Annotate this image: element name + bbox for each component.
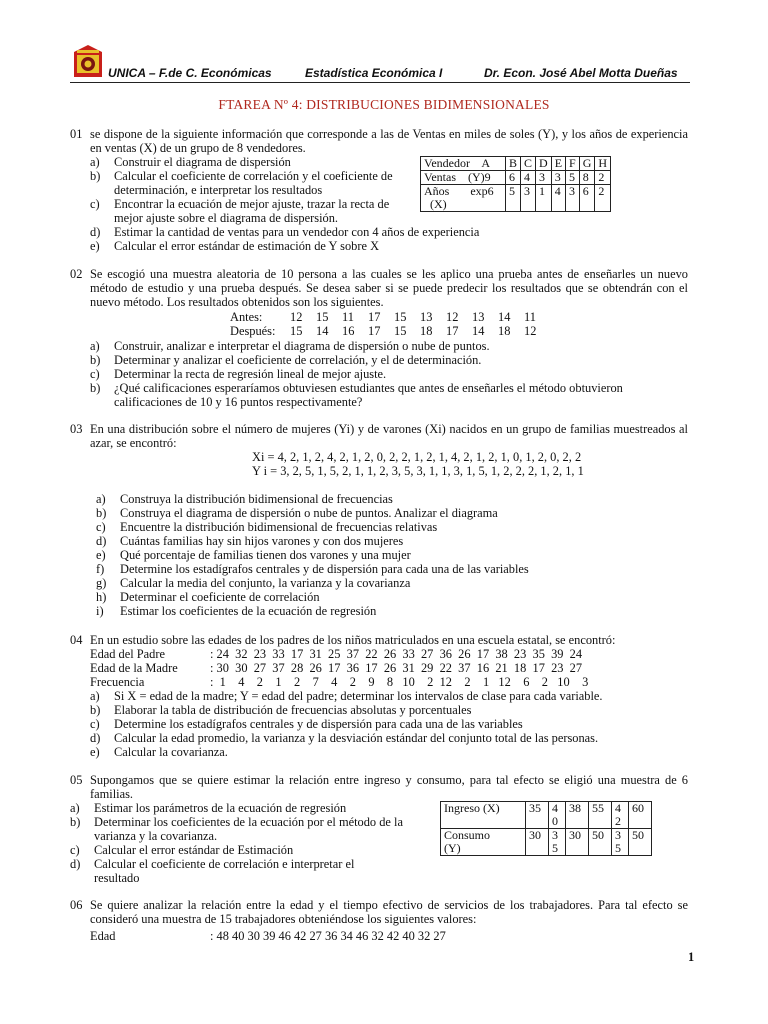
score-value: 13 xyxy=(472,310,485,324)
score-value: 14 xyxy=(498,310,511,324)
edad-label: Edad xyxy=(90,929,116,943)
item-text: ¿Qué calificaciones esperaríamos obtuviesen estudiantes que antes de enseñarles el método obtuvieron xyxy=(114,381,623,395)
table-cell: 4 xyxy=(551,185,565,212)
age-row-label: Edad del Padre xyxy=(90,647,166,661)
table-cell: Vendedor A xyxy=(421,157,506,171)
item-text: Estimar los coeficientes de la ecuación de regresión xyxy=(120,604,377,618)
item-text: Construir el diagrama de dispersión xyxy=(114,155,291,169)
question-number: 05 xyxy=(70,773,83,787)
item-text: Elaborar la tabla de distribución de frecuencias absolutas y porcentuales xyxy=(114,703,472,717)
table-cell: 6 xyxy=(579,185,595,212)
score-value: 16 xyxy=(342,324,355,338)
header-rule xyxy=(70,82,690,83)
item-letter: b) xyxy=(70,815,81,829)
table-cell: 35 xyxy=(526,802,549,829)
header-professor: Dr. Econ. José Abel Motta Dueñas xyxy=(484,66,678,80)
item-text: Determinar el coeficiente de correlación xyxy=(120,590,320,604)
age-row-label: Edad de la Madre xyxy=(90,661,178,675)
item-letter: e) xyxy=(96,548,106,562)
university-seal-logo xyxy=(72,44,104,78)
question-number: 03 xyxy=(70,422,83,436)
item-text: varianza y la covarianza. xyxy=(94,829,218,843)
table-cell: 60 xyxy=(629,802,652,829)
table-cell: 3 xyxy=(551,171,565,185)
item-text: Determine los estadígrafos centrales y de dispersión para cada una de las variables xyxy=(114,717,523,731)
item-text: Calcular el coeficiente de correlación y el coeficiente de xyxy=(114,169,393,183)
score-value: 13 xyxy=(420,310,433,324)
item-text: Si X = edad de la madre; Y = edad del padre; determinar los intervalos de clase para cada variable. xyxy=(114,689,603,703)
item-letter: a) xyxy=(90,339,100,353)
item-letter: e) xyxy=(90,239,100,253)
item-text: Determinar los coeficientes de la ecuación por el método de la xyxy=(94,815,403,829)
header-course: Estadística Económica I xyxy=(305,66,443,80)
score-value: 15 xyxy=(316,310,329,324)
score-value: 18 xyxy=(420,324,433,338)
score-value: 15 xyxy=(394,310,407,324)
table-cell: 6 xyxy=(506,171,521,185)
item-text: mejor ajuste sobre el diagrama de dispersión. xyxy=(114,211,338,225)
age-row-values: : 1 4 2 1 2 7 4 2 9 8 10 2 12 2 1 12 6 2 10 3 xyxy=(210,675,589,689)
table-cell: Ingreso (X) xyxy=(441,802,526,829)
item-text: determinación, e interpretar los resultados xyxy=(114,183,323,197)
score-value: 18 xyxy=(498,324,511,338)
table-cell: G xyxy=(579,157,595,171)
table-cell: E xyxy=(551,157,565,171)
item-letter: a) xyxy=(90,155,100,169)
item-text: Calcular la covarianza. xyxy=(114,745,228,759)
score-value: 17 xyxy=(446,324,459,338)
item-text: resultado xyxy=(94,871,140,885)
antes-values xyxy=(290,310,550,324)
score-value: 11 xyxy=(342,310,354,324)
age-row-values: : 30 30 27 37 28 26 17 36 17 26 31 29 22 37 16 21 18 17 23 27 xyxy=(210,661,583,675)
question-text: En un estudio sobre las edades de los padres de los niños matriculados en una escuela estatal, se encontró: xyxy=(90,633,616,647)
item-letter: b) xyxy=(96,506,107,520)
item-letter: h) xyxy=(96,590,107,604)
question-text: Se quiere analizar la relación entre la edad y el tiempo efectivo de servicios de los trabajadores. Para tal efecto se consideró una muestra de 15 trabajadores obteniéndose los siguientes valores: xyxy=(90,898,688,926)
item-text: Qué porcentaje de familias tienen dos varones y una mujer xyxy=(120,548,411,562)
table-cell: B xyxy=(506,157,521,171)
item-letter: f) xyxy=(96,562,105,576)
table-cell: 3 5 xyxy=(612,829,629,856)
score-value: 15 xyxy=(394,324,407,338)
item-letter: c) xyxy=(96,520,106,534)
table-cell: 5 xyxy=(566,171,580,185)
table-cell: 30 xyxy=(566,829,589,856)
item-letter: d) xyxy=(96,534,107,548)
despues-label: Después: xyxy=(230,324,276,338)
item-text: Cuántas familias hay sin hijos varones y con dos mujeres xyxy=(120,534,404,548)
item-letter: a) xyxy=(90,689,100,703)
table-cell: 55 xyxy=(589,802,612,829)
header-institution: UNICA – F.de C. Económicas xyxy=(108,66,272,80)
question-number: 04 xyxy=(70,633,83,647)
item-letter: b) xyxy=(90,703,101,717)
table-cell: 3 xyxy=(521,185,536,212)
table-cell: 3 xyxy=(566,185,580,212)
y-series: Y i = 3, 2, 5, 1, 5, 2, 1, 1, 2, 3, 5, 3, 1, 1, 3, 1, 5, 1, 2, 2, 2, 1, 2, 1, 1 xyxy=(252,464,584,478)
item-letter: d) xyxy=(90,225,101,239)
score-value: 17 xyxy=(368,324,381,338)
question-text: En una distribución sobre el número de mujeres (Yi) y de varones (Xi) nacidos en un grupo de familias muestreados al azar, se encontró: xyxy=(90,422,688,450)
item-text: Encuentre la distribución bidimensional de frecuencias relativas xyxy=(120,520,438,534)
table-cell: 38 xyxy=(566,802,589,829)
score-value: 12 xyxy=(290,310,303,324)
score-value: 14 xyxy=(316,324,329,338)
item-letter: a) xyxy=(70,801,80,815)
table-cell: 4 2 xyxy=(612,802,629,829)
question-number: 06 xyxy=(70,898,83,912)
data-table xyxy=(420,156,611,212)
item-letter: d) xyxy=(70,857,81,871)
item-text: Estimar la cantidad de ventas para un vendedor con 4 años de experiencia xyxy=(114,225,480,239)
table-cell: 50 xyxy=(589,829,612,856)
item-text: Determinar y analizar el coeficiente de correlación, y el de determinación. xyxy=(114,353,482,367)
x-series: Xi = 4, 2, 1, 2, 4, 2, 1, 2, 0, 2, 2, 1, 2, 1, 4, 2, 1, 2, 1, 0, 1, 2, 0, 2, 2 xyxy=(252,450,582,464)
item-letter: i) xyxy=(96,604,104,618)
item-letter: c) xyxy=(90,197,100,211)
page-number: 1 xyxy=(688,950,695,964)
item-text: Calcular el error estándar de Estimación xyxy=(94,843,294,857)
age-row-label: Frecuencia xyxy=(90,675,145,689)
score-value: 17 xyxy=(368,310,381,324)
item-text: Determine los estadígrafos centrales y de dispersión para cada una de las variables xyxy=(120,562,529,576)
item-text: Encontrar la ecuación de mejor ajuste, trazar la recta de xyxy=(114,197,390,211)
table-cell: C xyxy=(521,157,536,171)
table-cell: 5 xyxy=(506,185,521,212)
table-cell: D xyxy=(536,157,552,171)
question-number: 01 xyxy=(70,127,83,141)
item-letter: c) xyxy=(70,843,80,857)
table-cell: 2 xyxy=(595,171,611,185)
item-text: Calcular el error estándar de estimación de Y sobre X xyxy=(114,239,380,253)
item-letter: g) xyxy=(96,576,107,590)
score-value: 14 xyxy=(472,324,485,338)
income-consumption-table xyxy=(440,801,652,856)
despues-values xyxy=(290,324,550,338)
item-text: Construir, analizar e interpretar el diagrama de dispersión o nube de puntos. xyxy=(114,339,490,353)
table-cell: 3 5 xyxy=(549,829,566,856)
table-cell: Años exp6 (X) xyxy=(421,185,506,212)
question-text: Se escogió una muestra aleatoria de 10 persona a las cuales se les aplico una prueba antes de enseñarles un nuevo método de estudio y una prueba después. Se desea saber si se puede predecir los resultados que se obtendrán con el nuevo método. Los resultados obtenidos son los siguientes. xyxy=(90,267,688,309)
table-cell: 3 xyxy=(536,171,552,185)
item-letter: e) xyxy=(90,745,100,759)
antes-label: Antes: xyxy=(230,310,263,324)
item-letter: d) xyxy=(90,731,101,745)
table-cell: 2 xyxy=(595,185,611,212)
table-cell: H xyxy=(595,157,611,171)
item-letter: b) xyxy=(90,169,101,183)
item-text: Calcular el coeficiente de correlación e interpretar el xyxy=(94,857,355,871)
age-row-values: : 24 32 23 33 17 31 25 37 22 26 33 27 36 26 17 38 23 35 39 24 xyxy=(210,647,583,661)
item-text: Estimar los parámetros de la ecuación de regresión xyxy=(94,801,347,815)
table-cell: 30 xyxy=(526,829,549,856)
item-text: Construya la distribución bidimensional de frecuencias xyxy=(120,492,393,506)
score-value: 12 xyxy=(446,310,459,324)
item-text: Construya el diagrama de dispersión o nube de puntos. Analizar el diagrama xyxy=(120,506,498,520)
score-value: 11 xyxy=(524,310,536,324)
item-letter: a) xyxy=(96,492,106,506)
table-cell: F xyxy=(566,157,580,171)
table-cell: Consumo (Y) xyxy=(441,829,526,856)
question-text: se dispone de la siguiente información que corresponde a las de Ventas en miles de soles (Y), y los años de experiencia en ventas (X) de un grupo de 8 vendedores. xyxy=(90,127,688,155)
question-number: 02 xyxy=(70,267,83,281)
question-text: Supongamos que se quiere estimar la relación entre ingreso y consumo, para tal efecto se eligió una muestra de 6 familias. xyxy=(90,773,688,801)
table-cell: 4 0 xyxy=(549,802,566,829)
score-value: 15 xyxy=(290,324,303,338)
item-text: calificaciones de 10 y 16 puntos respectivamente? xyxy=(114,395,363,409)
item-text: Calcular la media del conjunto, la varianza y la covarianza xyxy=(120,576,411,590)
table-cell: Ventas (Y)9 xyxy=(421,171,506,185)
table-cell: 8 xyxy=(579,171,595,185)
table-cell: 4 xyxy=(521,171,536,185)
edad-values: : 48 40 30 39 46 42 27 36 34 46 32 42 40 32 27 xyxy=(210,929,446,943)
table-cell: 50 xyxy=(629,829,652,856)
item-text: Calcular la edad promedio, la varianza y la desviación estándar del conjunto total de las personas. xyxy=(114,731,599,745)
item-letter: c) xyxy=(90,717,100,731)
score-value: 12 xyxy=(524,324,537,338)
table-cell: 1 xyxy=(536,185,552,212)
item-letter: b) xyxy=(90,381,101,395)
item-text: Determinar la recta de regresión lineal de mejor ajuste. xyxy=(114,367,387,381)
item-letter: c) xyxy=(90,367,100,381)
item-letter: b) xyxy=(90,353,101,367)
page-title: FTAREA Nº 4: DISTRIBUCIONES BIDIMENSIONALES xyxy=(218,97,550,112)
